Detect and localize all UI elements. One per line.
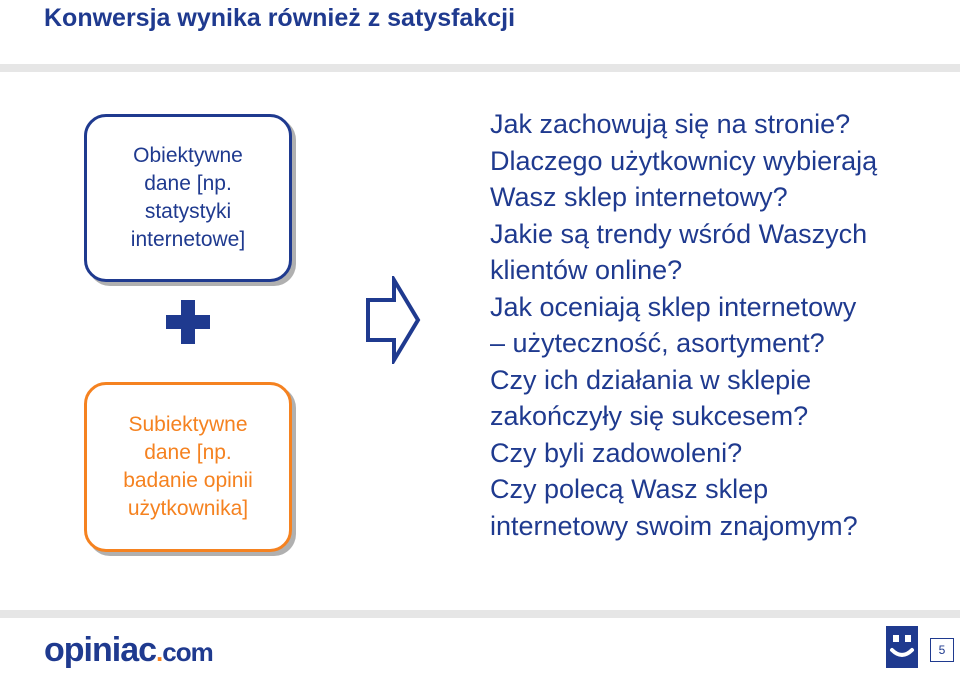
question-line: Jakie są trendy wśród Waszych xyxy=(490,218,868,249)
subjective-line: Subiektywne xyxy=(128,413,248,436)
slide-title: Konwersja wynika również z satysfakcji xyxy=(44,4,516,32)
question-list xyxy=(490,106,950,544)
objective-data-box xyxy=(84,114,292,282)
question-line: Czy byli zadowoleni? xyxy=(490,437,743,468)
objective-line: internetowe] xyxy=(130,228,246,251)
question-line: Jak oceniają sklep internetowy xyxy=(490,291,857,322)
question-line: zakończyły się sukcesem? xyxy=(490,401,809,431)
arrow-right-icon xyxy=(364,276,422,364)
objective-line: Obiektywne xyxy=(133,144,243,167)
question-line: Czy ich działania w sklepie xyxy=(490,364,812,395)
page-number: 5 xyxy=(930,638,954,662)
question-line: Jak zachowują się na stronie? xyxy=(490,109,851,139)
question-line: Czy polecą Wasz sklep xyxy=(490,474,769,504)
question-line: internetowy swoim znajomym? xyxy=(490,510,858,541)
subjective-data-box xyxy=(84,382,292,552)
opiniac-logo xyxy=(44,630,213,672)
subjective-line: badanie opinii xyxy=(123,469,253,492)
logo-tld: com xyxy=(162,637,213,667)
plus-icon xyxy=(164,298,212,346)
bottom-divider xyxy=(0,610,960,618)
smiley-icon xyxy=(886,626,918,668)
top-divider xyxy=(0,64,960,72)
objective-line: statystyki xyxy=(144,200,232,223)
subjective-data-text xyxy=(123,411,253,523)
question-line: Wasz sklep internetowy? xyxy=(490,182,788,212)
question-line: – użyteczność, asortyment? xyxy=(490,328,825,358)
question-line: klientów online? xyxy=(490,255,683,285)
subjective-line: dane [np. xyxy=(144,441,232,464)
logo-main: opiniac xyxy=(44,631,157,669)
objective-data-text xyxy=(131,142,245,254)
objective-line: dane [np. xyxy=(144,172,232,195)
logo-dot: . xyxy=(156,637,163,667)
question-line: Dlaczego użytkownicy wybierają xyxy=(490,145,878,176)
subjective-line: użytkownika] xyxy=(127,497,249,520)
